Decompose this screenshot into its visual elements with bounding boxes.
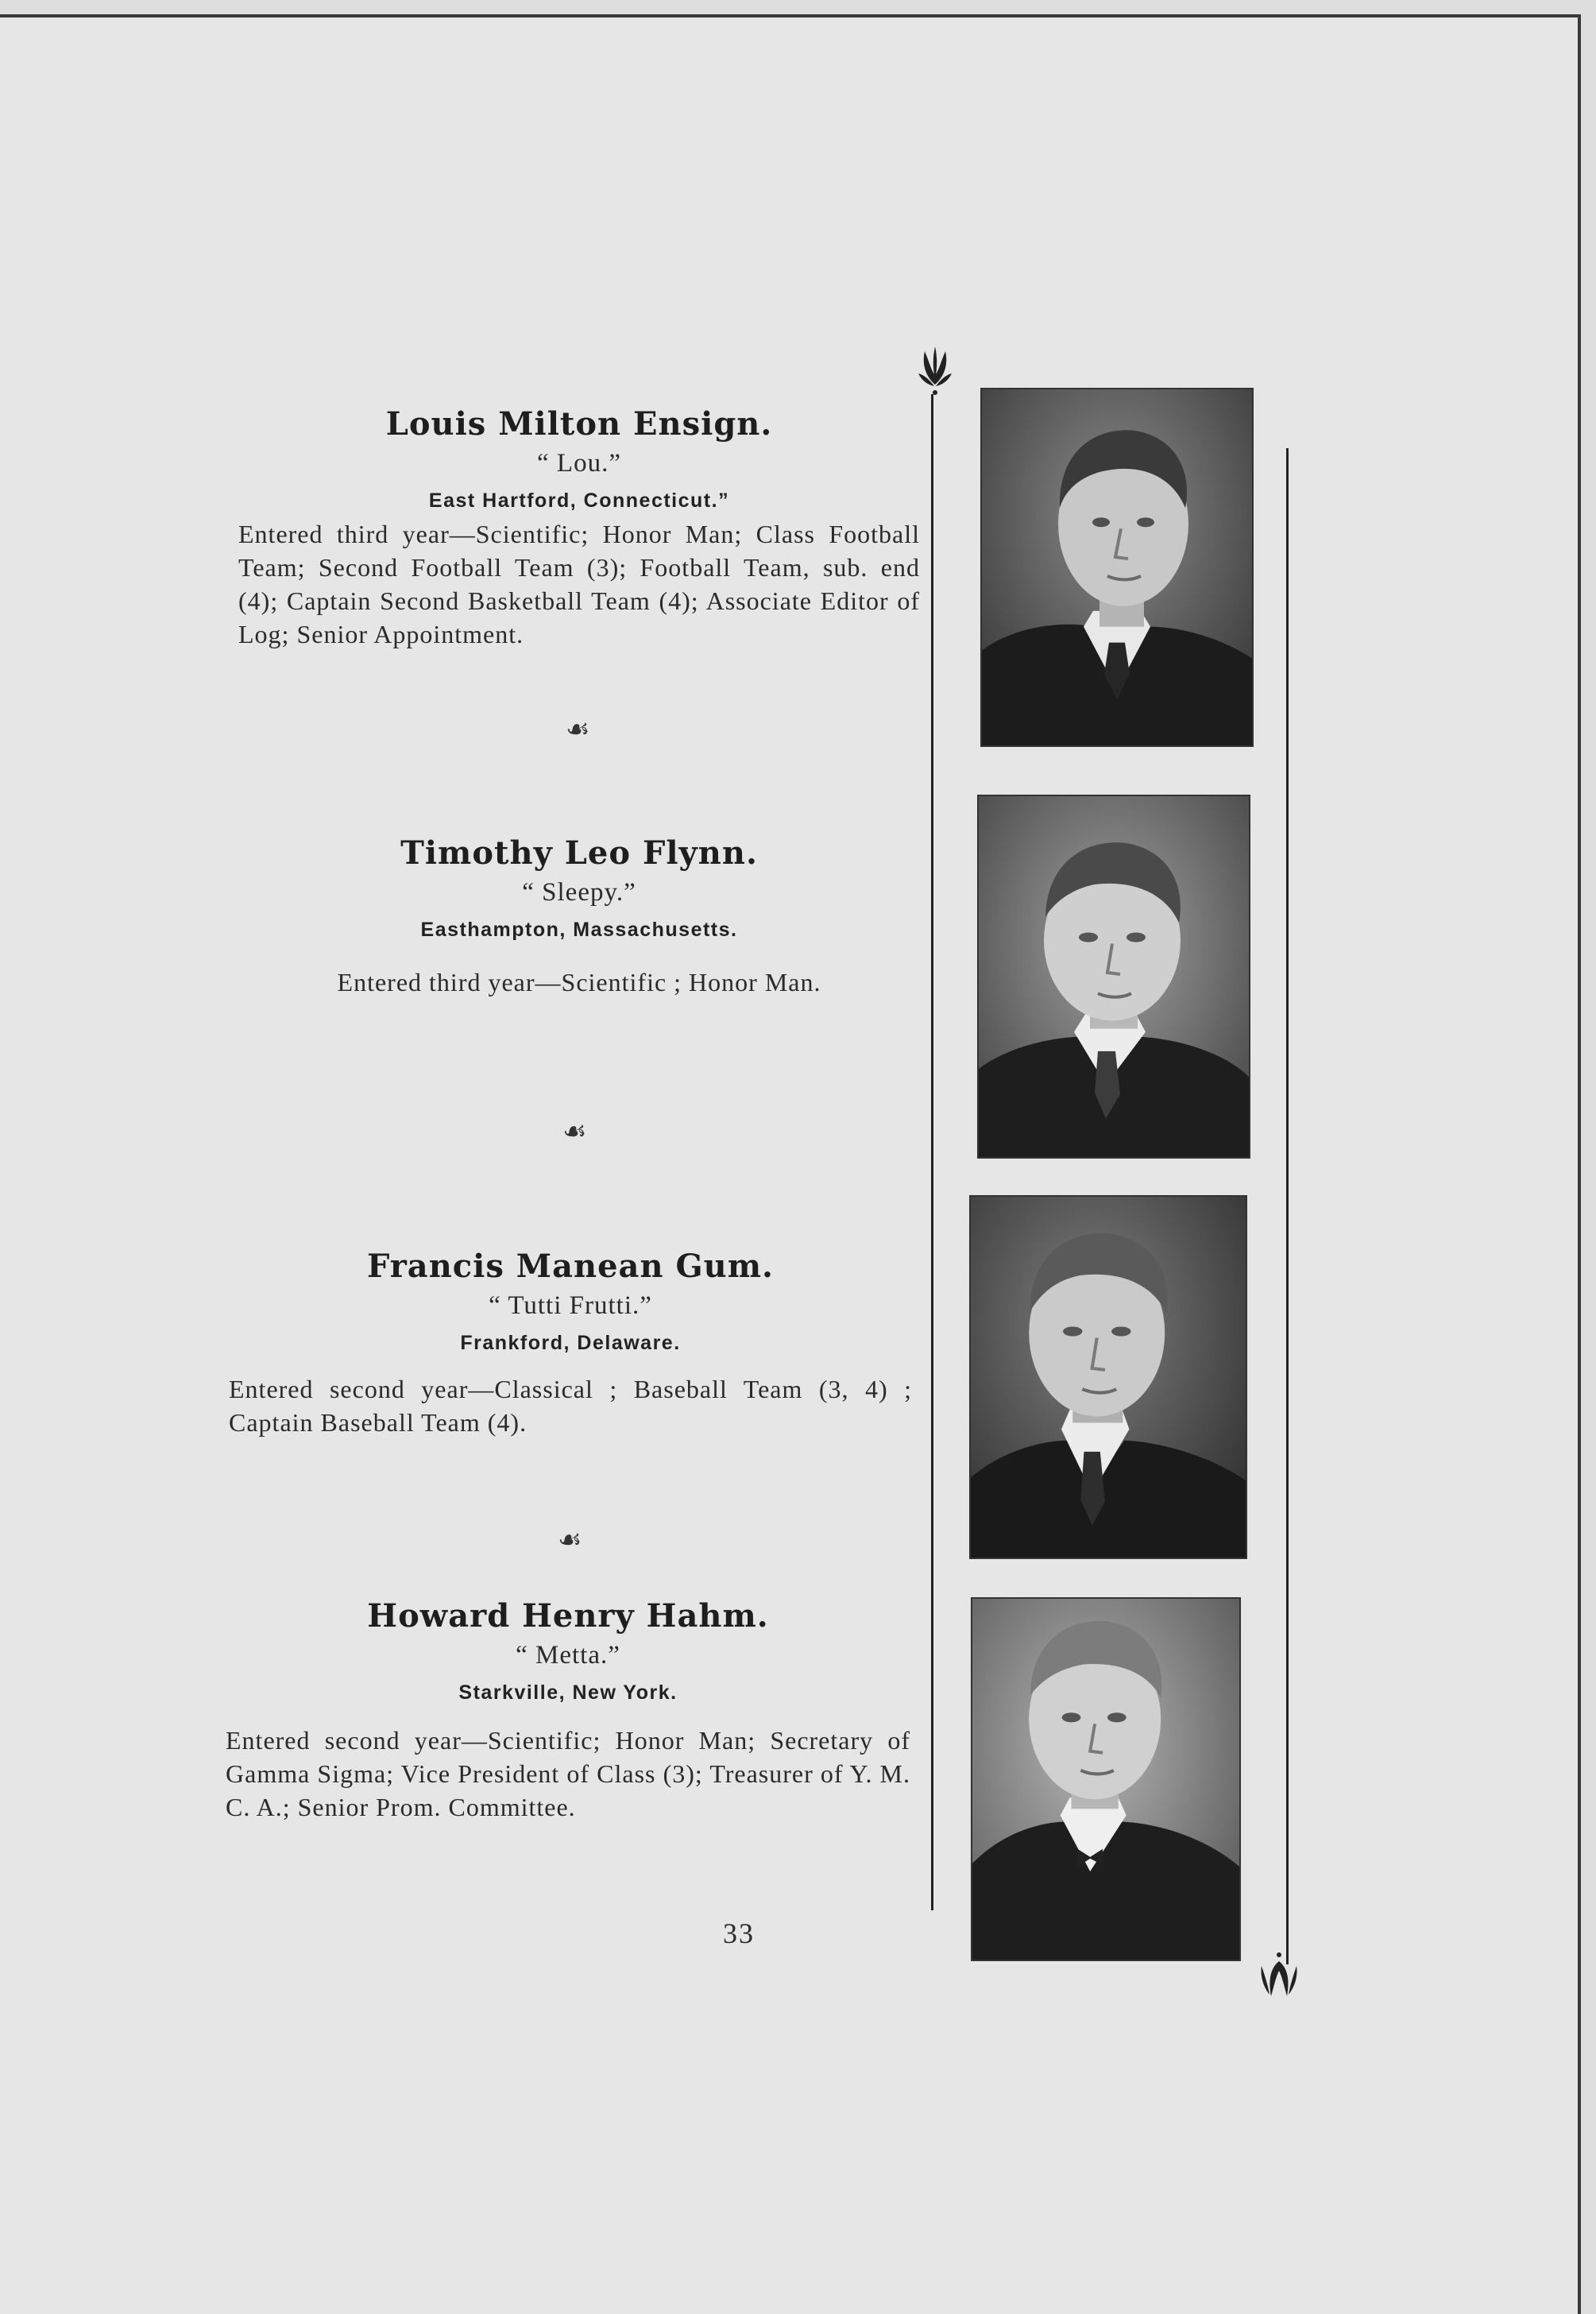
portrait-photo-gum — [969, 1195, 1247, 1559]
entry-flynn — [238, 834, 920, 999]
entry-description: Entered third year—Scientific; Honor Man; Class Football Team; Second Football Team (3); Football Team, sub. end (4); Captain Second Basketball Team (4); Associate Editor of Log; Senior Appointment. — [238, 520, 920, 648]
entry-hometown: Easthampton, Massachusetts. — [420, 919, 738, 941]
entry-description: Entered second year—Classical ; Baseball Team (3, 4) ; Captain Baseball Team (4). — [229, 1375, 912, 1437]
page-number: 33 — [723, 1917, 755, 1949]
bottom-flourish-icon — [1257, 1950, 1301, 2001]
entry-name: Howard Henry Hahm. — [367, 1597, 769, 1635]
entry-hahm — [226, 1597, 910, 1824]
entry-nickname: “ Lou.” — [537, 449, 621, 478]
portrait-photo-flynn — [977, 795, 1250, 1159]
top-flourish-icon — [915, 342, 955, 397]
entry-ensign — [238, 405, 920, 651]
entry-name: Louis Milton Ensign. — [385, 405, 773, 443]
separator-ornament: ☙ — [566, 715, 590, 745]
right-vertical-rule — [1286, 448, 1289, 1964]
portrait-photo-ensign — [980, 388, 1254, 747]
left-vertical-rule — [931, 394, 933, 1910]
entry-gum — [229, 1248, 912, 1439]
separator-ornament: ☙ — [558, 1526, 582, 1555]
entry-name: Francis Manean Gum. — [367, 1248, 774, 1285]
entry-nickname: “ Sleepy.” — [522, 878, 636, 907]
separator-ornament: ☙ — [562, 1117, 587, 1147]
yearbook-page — [0, 14, 1581, 2314]
entry-description: Entered second year—Scientific; Honor Man; Secretary of Gamma Sigma; Vice President of Class (3); Treasurer of Y. M. C. A.; Senior Prom. Committee. — [226, 1726, 910, 1821]
entry-hometown: East Hartford, Connecticut.” — [428, 489, 730, 512]
entry-description: Entered third year—Scientific ; Honor Man. — [337, 968, 821, 996]
entry-hometown: Starkville, New York. — [458, 1681, 678, 1704]
entry-name: Timothy Leo Flynn. — [400, 834, 758, 872]
portrait-photo-hahm — [971, 1597, 1241, 1961]
entry-hometown: Frankford, Delaware. — [460, 1332, 681, 1354]
entry-nickname: “ Tutti Frutti.” — [489, 1291, 652, 1320]
entry-nickname: “ Metta.” — [516, 1641, 620, 1670]
